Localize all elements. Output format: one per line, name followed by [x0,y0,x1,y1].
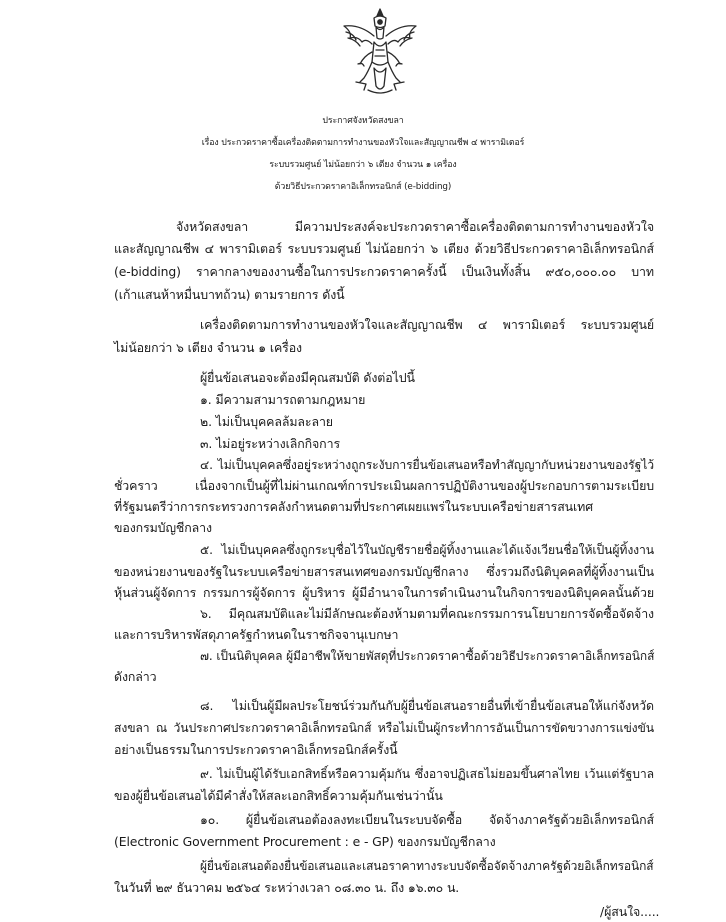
qualification-7-line-2: ดังกล่าว [114,669,157,684]
qualification-9-line-1: ๙. ไม่เป็นผู้ได้รับเอกสิทธิ์หรือความคุ้มกัน ซึ่งอาจปฏิเสธไม่ยอมขึ้นศาลไทย เว้นแต่รัฐบาล [200,767,654,781]
qualification-5-line-2: ของหน่วยงานของรัฐในระบบเครือข่ายสารสนเทศของกรมบัญชีกลาง ซึ่งรวมถึงนิติบุคคลที่ผู้ทิ้งงานเป็น [114,564,654,579]
agency-title: ประกาศจังหวัดสงขลา [322,116,404,126]
qualification-5-line-3: หุ้นส่วนผู้จัดการ กรรมการผู้จัดการ ผู้บริหาร ผู้มีอำนาจในการดำเนินงานในกิจการของนิติบุคคลนั้นด้วย [114,585,654,600]
subject-line-1: เรื่อง ประกวดราคาซื้อเครื่องติดตามการทำงานของหัวใจและสัญญาณชีพ ๔ พารามิเตอร์ [201,138,525,148]
qualification-6-line-2: และการบริหารพัสดุภาครัฐกำหนดในราชกิจจานุเบกษา [114,627,399,642]
qualification-8-line-3: อย่างเป็นธรรมในการประกวดราคาอิเล็กทรอนิกส์ครั้งนี้ [114,742,398,757]
qualification-3: ๓. ไม่อยู่ระหว่างเลิกกิจการ [200,436,340,451]
qualification-2: ๒. ไม่เป็นบุคคลล้มละลาย [200,414,333,429]
item-line-1: เครื่องติดตามการทำงานของหัวใจและสัญญาณชีพ ๔ พารามิเตอร์ ระบบรวมศูนย์ [200,317,654,332]
submission-line-2: ในวันที่ ๒๙ ธันวาคม ๒๕๖๔ ระหว่างเวลา ๐๘.๓๐ น. ถึง ๑๖.๓๐ น. [114,880,460,895]
qualification-7-line-1: ๗. เป็นนิติบุคคล ผู้มีอาชีพให้ขายพัสดุที่ประกวดราคาซื้อด้วยวิธีประกวดราคาอิเล็กทรอนิกส์ [200,649,655,663]
garuda-emblem-icon [338,6,422,96]
subject-line-2: ระบบรวมศูนย์ ไม่น้อยกว่า ๖ เตียง จำนวน ๑ เครื่อง [269,160,457,170]
intro-line-4: (เก้าแสนห้าหมื่นบาทถ้วน) ตามรายการ ดังนี้ [114,287,345,302]
qualification-1: ๑. มีความสามารถตามกฎหมาย [200,392,366,407]
intro-line-2: และสัญญาณชีพ ๔ พารามิเตอร์ ระบบรวมศูนย์ ไม่น้อยกว่า ๖ เตียง ด้วยวิธีประกวดราคาอิเล็กทรอนิกส์ [114,241,654,256]
qualification-10-line-2: (Electronic Government Procurement : e - GP) ของกรมบัญชีกลาง [114,834,496,849]
qualification-4-line-2: ชั่วคราว เนื่องจากเป็นผู้ที่ไม่ผ่านเกณฑ์การประเมินผลการปฏิบัติงานของผู้ประกอบการตามระเบียบ [114,478,654,493]
submission-line-1: ผู้ยื่นข้อเสนอต้องยื่นข้อเสนอและเสนอราคาทางระบบจัดซื้อจัดจ้างภาครัฐด้วยอิเล็กทรอนิกส์ [200,859,654,873]
qualification-5-line-1: ๕. ไม่เป็นบุคคลซึ่งถูกระบุชื่อไว้ในบัญชีรายชื่อผู้ทิ้งงานและได้แจ้งเวียนชื่อให้เป็นผู้ทิ้งงาน [200,543,654,557]
qualification-heading: ผู้ยื่นข้อเสนอจะต้องมีคุณสมบัติ ดังต่อไปนี้ [200,370,415,385]
qualification-8-line-2: สงขลา ณ วันประกาศประกวดราคาอิเล็กทรอนิกส์ หรือไม่เป็นผู้กระทำการอันเป็นการขัดขวางการแข่งขัน [114,721,654,735]
subject-line-3: ด้วยวิธีประกวดราคาอิเล็กทรอนิกส์ (e-bidding) [274,182,452,192]
qualification-8-line-1: ๘. ไม่เป็นผู้มีผลประโยชน์ร่วมกันกับผู้ยื่นข้อเสนอรายอื่นที่เข้ายื่นข้อเสนอให้แก่จังหวัด [200,698,654,713]
item-line-2: ไม่น้อยกว่า ๖ เตียง จำนวน ๑ เครื่อง [114,340,302,355]
qualification-9-line-2: ของผู้ยื่นข้อเสนอได้มีคำสั่งให้สละเอกสิทธิ์ความคุ้มกันเช่นว่านั้น [114,788,443,803]
qualification-4-line-1: ๔. ไม่เป็นบุคคลซึ่งอยู่ระหว่างถูกระงับการยื่นข้อเสนอหรือทำสัญญากับหน่วยงานของรัฐไว้ [200,458,654,472]
qualification-4-line-3: ที่รัฐมนตรีว่าการกระทรวงการคลังกำหนดตามที่ประกาศเผยแพร่ในระบบเครือข่ายสารสนเทศ [114,499,594,514]
intro-line-3: (e-bidding) ราคากลางของงานซื้อในการประกวดราคาครั้งนี้ เป็นเงินทั้งสิ้น ๙๕๐,๐๐๐.๐๐ บาท [114,264,654,279]
continuation-note: /ผู้สนใจ..... [600,904,660,919]
qualification-4-line-4: ของกรมบัญชีกลาง [114,520,212,535]
intro-line-1: จังหวัดสงขลา มีความประสงค์จะประกวดราคาซื้อเครื่องติดตามการทำงานของหัวใจ [176,219,654,234]
qualification-10-line-1: ๑๐. ผู้ยื่นข้อเสนอต้องลงทะเบียนในระบบจัดซื้อ จัดจ้างภาครัฐด้วยอิเล็กทรอนิกส์ [200,812,654,827]
qualification-6-line-1: ๖. มีคุณสมบัติและไม่มีลักษณะต้องห้ามตามที่คณะกรรมการนโยบายการจัดซื้อจัดจ้าง [200,606,654,621]
